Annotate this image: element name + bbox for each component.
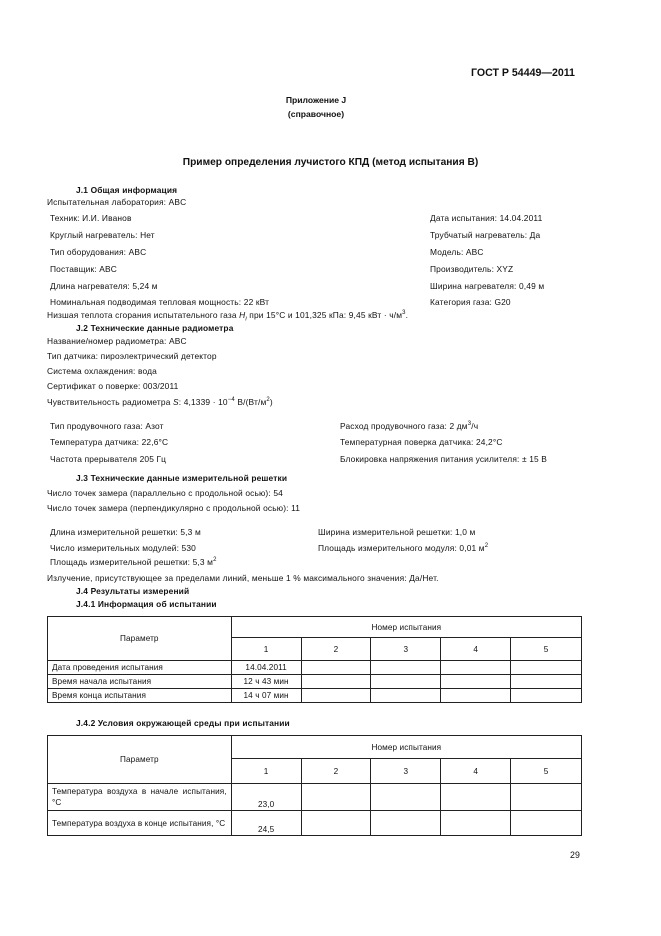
info-left-1: Круглый нагреватель: Нет <box>50 230 155 240</box>
cell: 14 ч 07 мин <box>231 689 301 703</box>
info-right-0: Дата испытания: 14.04.2011 <box>430 213 543 223</box>
cell <box>301 784 371 811</box>
cell <box>371 689 441 703</box>
ambient-conditions-table <box>47 735 582 836</box>
table-row <box>48 675 582 689</box>
info-right-1: Трубчатый нагреватель: Да <box>430 230 541 240</box>
page-number: 29 <box>570 850 581 860</box>
cell <box>441 661 511 675</box>
info-left-4: Длина нагревателя: 5,24 м <box>50 281 158 291</box>
cell <box>441 811 511 836</box>
cell <box>301 811 371 836</box>
radiometer-line-2: Система охлаждения: вода <box>47 366 157 376</box>
table-col-header: 2 <box>301 638 371 661</box>
cell <box>441 784 511 811</box>
cell: 24,5 <box>231 811 301 836</box>
section-j1-heading: J.1 Общая информация <box>76 185 178 195</box>
chopper-frequency: Частота прерывателя 205 Гц <box>50 454 167 464</box>
table-header-parameter: Параметр <box>48 617 232 661</box>
row-label: Время начала испытания <box>48 675 232 689</box>
cell: 12 ч 43 мин <box>231 675 301 689</box>
table-col-header: 5 <box>511 759 582 784</box>
row-label: Время конца испытания <box>48 689 232 703</box>
cell <box>371 675 441 689</box>
row-label: Дата проведения испытания <box>48 661 232 675</box>
radiometer-line-0: Название/номер радиометра: ABC <box>47 336 187 346</box>
table-header-test-number: Номер испытания <box>231 617 581 638</box>
cell <box>511 675 582 689</box>
cell <box>301 689 371 703</box>
table-header-parameter: Параметр <box>48 736 232 784</box>
radiation-statement: Излучение, присутствующее за пределами линий, меньше 1 % максимального значения: Да/Нет. <box>47 573 439 583</box>
cell <box>301 661 371 675</box>
section-j42-heading: J.4.2 Условия окружающей среды при испытании <box>76 718 290 728</box>
radiometer-sensitivity: Чувствительность радиометра S: $4,1339 \cdot 10^{-4}$ $В/(Вт/м^2)$ <box>47 397 273 407</box>
lab-name: Испытательная лаборатория: ABC <box>47 197 187 207</box>
table-col-header: 4 <box>441 638 511 661</box>
heating-value: Низшая теплота сгорания испытательного газа $H_i$ при 15°С и 101,325 кПа: 9,45 кВт · $ч/м^3$. <box>47 310 409 323</box>
cell <box>301 675 371 689</box>
cell <box>511 661 582 675</box>
table-row <box>48 689 582 703</box>
info-right-4: Ширина нагревателя: 0,49 м <box>430 281 545 291</box>
appendix-title: Приложение J <box>285 95 347 105</box>
table-row <box>48 811 582 836</box>
standard-number: ГОСТ Р 54449—2011 <box>471 67 575 79</box>
cell: 14.04.2011 <box>231 661 301 675</box>
section-j41-heading: J.4.1 Информация об испытании <box>76 599 217 609</box>
radiometer-line-3: Сертификат о поверке: 003/2011 <box>47 381 179 391</box>
info-left-2: Тип оборудования: ABC <box>50 247 147 257</box>
info-right-5: Категория газа: G20 <box>430 297 511 307</box>
purge-gas-type: Тип продувочного газа: Азот <box>50 421 164 431</box>
row-label: Температура воздуха в начале испытания, °С <box>48 784 232 811</box>
info-left-0: Техник: И.И. Иванов <box>50 213 132 223</box>
table-col-header: 4 <box>441 759 511 784</box>
info-left-5: Номинальная подводимая тепловая мощность: 22 кВт <box>50 297 270 307</box>
cell <box>371 811 441 836</box>
cell <box>371 661 441 675</box>
test-info-table <box>47 616 582 703</box>
grid-module-count: Число измерительных модулей: 530 <box>50 543 196 553</box>
table-row <box>48 784 582 811</box>
table-col-header: 3 <box>371 759 441 784</box>
purge-gas-flow: Расход продувочного газа: 2 $дм^3/ч$ <box>340 421 479 431</box>
grid-width: Ширина измерительной решетки: 1,0 м <box>318 527 476 537</box>
grid-points-perpendicular: Число точек замера (перпендикулярно с продольной осью): 11 <box>47 503 301 513</box>
section-j2-heading: J.2 Технические данные радиометра <box>76 323 234 333</box>
sensor-temperature: Температура датчика: 22,6°С <box>50 437 169 447</box>
table-col-header: 1 <box>231 759 301 784</box>
section-j3-heading: J.3 Технические данные измерительной решетки <box>76 473 288 483</box>
table-col-header: 5 <box>511 638 582 661</box>
grid-points-parallel: Число точек замера (параллельно с продольной осью): 54 <box>47 488 283 498</box>
table-header-test-number: Номер испытания <box>231 736 581 759</box>
table-col-header: 1 <box>231 638 301 661</box>
main-title: Пример определения лучистого КПД (метод испытания В) <box>182 157 479 168</box>
section-j4-heading: J.4 Результаты измерений <box>76 586 190 596</box>
cell <box>511 689 582 703</box>
table-col-header: 2 <box>301 759 371 784</box>
amplifier-voltage-lock: Блокировка напряжения питания усилителя: ± 15 В <box>340 454 548 464</box>
info-left-3: Поставщик: ABC <box>50 264 117 274</box>
info-right-3: Производитель: XYZ <box>430 264 514 274</box>
cell <box>441 689 511 703</box>
cell <box>511 784 582 811</box>
table-col-header: 3 <box>371 638 441 661</box>
grid-length: Длина измерительной решетки: 5,3 м <box>50 527 201 537</box>
row-label: Температура воздуха в конце испытания, °С <box>48 811 232 836</box>
table-row <box>48 661 582 675</box>
cell <box>441 675 511 689</box>
radiometer-line-1: Тип датчика: пироэлектрический детектор <box>47 351 217 361</box>
info-right-2: Модель: ABC <box>430 247 484 257</box>
module-area: Площадь измерительного модуля: 0,01 $м^2$ <box>318 543 489 553</box>
sensor-temperature-calibration: Температурная поверка датчика: 24,2°С <box>340 437 503 447</box>
appendix-subtitle: (справочное) <box>287 109 345 119</box>
cell <box>511 811 582 836</box>
grid-area: Площадь измерительной решетки: 5,3 $м^2$ <box>50 557 217 567</box>
cell: 23,0 <box>231 784 301 811</box>
cell <box>371 784 441 811</box>
